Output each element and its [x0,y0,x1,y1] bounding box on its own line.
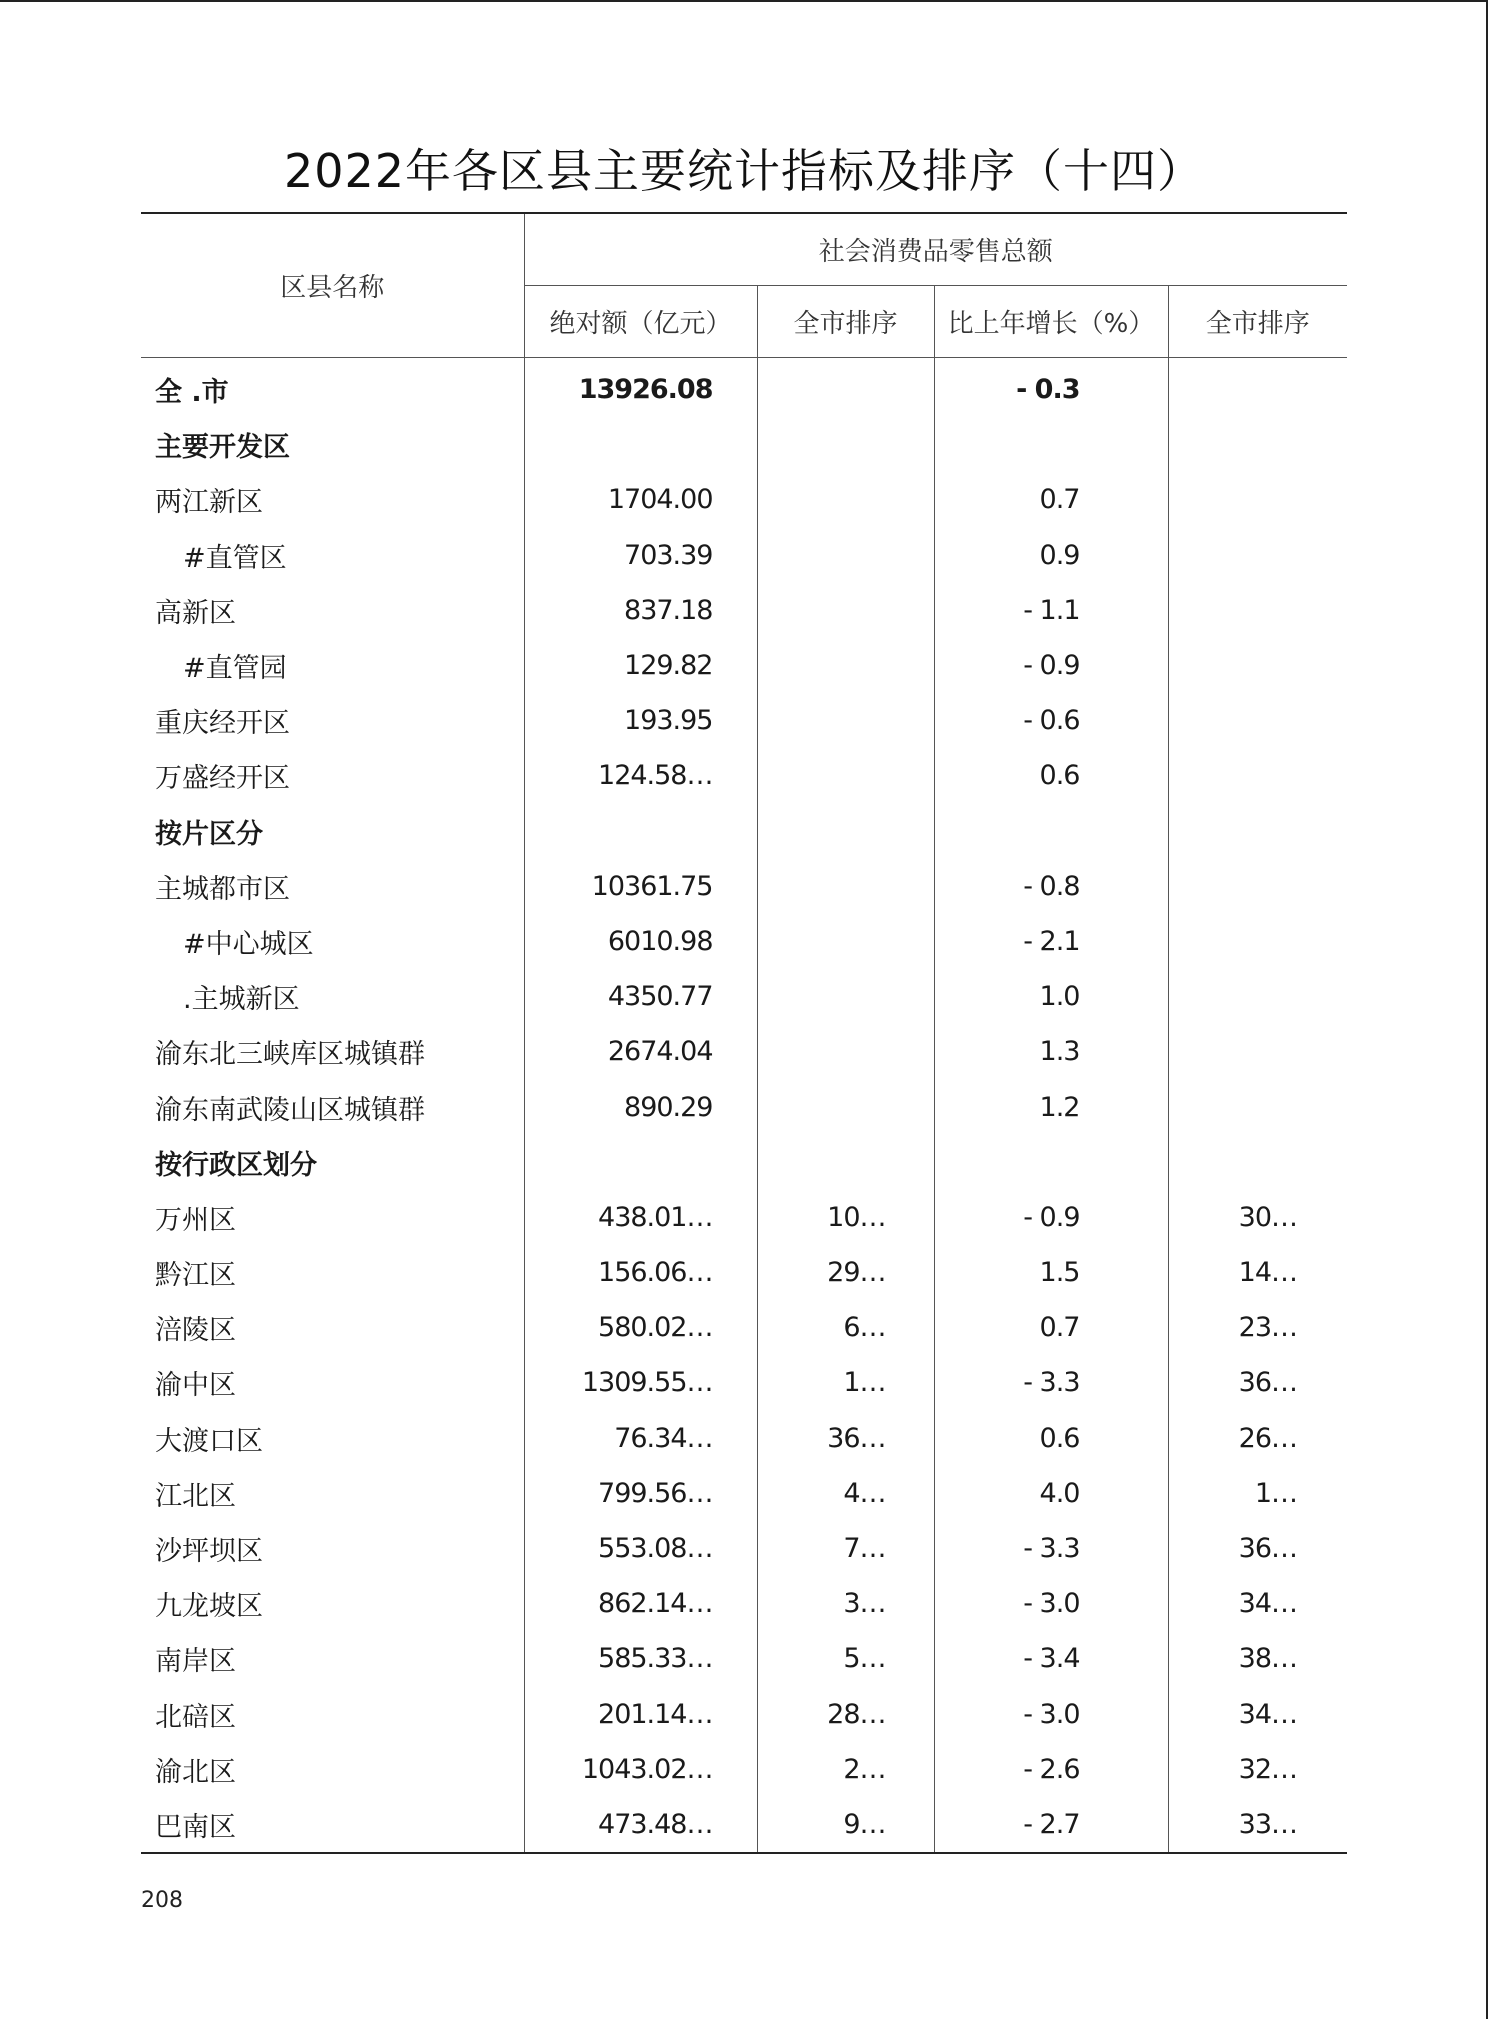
growth-rate-cell: 0.6 [934,1411,1168,1466]
district-name-cell: 巴南区 [141,1797,524,1853]
district-name-cell: 主城都市区 [155,873,290,905]
table-row [141,1355,1347,1410]
rank-amount-cell [757,638,934,693]
absolute-amount-cell: 837.18 [524,583,757,638]
table-row [141,1245,1347,1300]
growth-rate-cell: - 3.3 [934,1355,1168,1410]
table-row [141,1300,1347,1355]
growth-rate-cell: - 3.0 [934,1576,1168,1631]
growth-rate-cell: 0.7 [934,1300,1168,1355]
district-name-cell: 南岸区 [155,1646,236,1678]
growth-rate-cell: - 3.4 [934,1631,1168,1686]
absolute-amount-cell: 129.82 [524,638,757,693]
district-name-cell: 全 .市 [155,377,229,409]
district-name-cell: #直管区 [183,542,287,574]
rank-amount-cell [757,859,934,914]
rank-amount-cell: 9… [757,1797,934,1853]
table-row [141,528,1347,583]
growth-rate-cell: 4.0 [934,1466,1168,1521]
rank-amount-cell [757,417,934,472]
rank-growth-cell [1168,693,1347,748]
rank-growth-cell [1168,472,1347,527]
district-name-cell: 万盛经开区 [155,763,290,795]
absolute-amount-cell: 156.06… [524,1245,757,1300]
rank-growth-cell: 38… [1168,1631,1347,1686]
header-absolute-amount: 绝对额（亿元） [524,286,757,358]
district-name-cell: 主要开发区 [155,432,290,464]
district-name-cell: 渝北区 [155,1756,236,1788]
rank-amount-cell [757,804,934,859]
district-name-cell: 涪陵区 [155,1315,236,1347]
table-row [141,1687,1347,1742]
growth-rate-cell: 0.9 [934,528,1168,583]
rank-growth-cell [1168,1024,1347,1079]
table-row [141,1742,1347,1797]
growth-rate-cell: - 2.1 [934,914,1168,969]
growth-rate-cell [934,1135,1168,1190]
growth-rate-cell: 1.5 [934,1245,1168,1300]
absolute-amount-cell: 890.29 [524,1079,757,1134]
rank-amount-cell: 4… [757,1466,934,1521]
rank-amount-cell [757,1024,934,1079]
table-row [141,1631,1347,1686]
district-name-cell: 按行政区划分 [155,1149,317,1181]
table-row [141,583,1347,638]
absolute-amount-cell: 76.34… [524,1411,757,1466]
growth-rate-cell: - 0.8 [934,859,1168,914]
district-name-cell: 江北区 [155,1480,236,1512]
growth-rate-cell: - 1.1 [934,583,1168,638]
rank-amount-cell [757,969,934,1024]
rank-growth-cell [1168,638,1347,693]
district-name-cell: 两江新区 [155,487,263,519]
rank-growth-cell: 23… [1168,1300,1347,1355]
table-row [141,748,1347,803]
growth-rate-cell: - 0.3 [934,358,1168,418]
rank-amount-cell [757,1135,934,1190]
statistics-table [141,212,1347,1854]
table-row [141,1411,1347,1466]
growth-rate-cell: - 3.0 [934,1687,1168,1742]
rank-amount-cell: 36… [757,1411,934,1466]
table-row [141,693,1347,748]
rank-growth-cell: 32… [1168,1742,1347,1797]
district-name-cell: 沙坪坝区 [155,1536,263,1568]
header-retail-sales-group: 社会消费品零售总额 [524,213,1347,286]
rank-amount-cell [757,1079,934,1134]
page-border-top [0,0,1488,2]
rank-growth-cell: 1… [1168,1466,1347,1521]
rank-amount-cell [757,748,934,803]
growth-rate-cell: - 0.9 [934,1190,1168,1245]
growth-rate-cell: - 0.9 [934,638,1168,693]
absolute-amount-cell: 4350.77 [524,969,757,1024]
rank-growth-cell: 34… [1168,1687,1347,1742]
rank-growth-cell: 34… [1168,1576,1347,1631]
district-name-cell: 万州区 [155,1204,236,1236]
rank-growth-cell [1168,804,1347,859]
rank-amount-cell: 7… [757,1521,934,1576]
district-name-cell: 大渡口区 [155,1425,263,1457]
table-row [141,1024,1347,1079]
rank-amount-cell: 28… [757,1687,934,1742]
table-row [141,358,1347,418]
absolute-amount-cell [524,417,757,472]
page-title: 2022年各区县主要统计指标及排序（十四） [283,144,1205,198]
rank-amount-cell [757,472,934,527]
absolute-amount-cell: 862.14… [524,1576,757,1631]
rank-amount-cell: 1… [757,1355,934,1410]
rank-growth-cell: 30… [1168,1190,1347,1245]
rank-growth-cell [1168,1135,1347,1190]
table-row [141,1797,1347,1853]
district-name-cell: .主城新区 [183,984,300,1016]
growth-rate-cell: 0.7 [934,472,1168,527]
absolute-amount-cell: 1043.02… [524,1742,757,1797]
rank-amount-cell [757,583,934,638]
rank-growth-cell [1168,969,1347,1024]
growth-rate-cell [934,804,1168,859]
rank-amount-cell: 2… [757,1742,934,1797]
rank-growth-cell [1168,748,1347,803]
absolute-amount-cell: 10361.75 [524,859,757,914]
absolute-amount-cell: 553.08… [524,1521,757,1576]
absolute-amount-cell: 1309.55… [524,1355,757,1410]
table-row [141,638,1347,693]
absolute-amount-cell: 473.48… [524,1797,757,1853]
rank-amount-cell: 6… [757,1300,934,1355]
growth-rate-cell: - 3.3 [934,1521,1168,1576]
rank-amount-cell [757,693,934,748]
district-name-cell: 黔江区 [155,1260,236,1292]
rank-amount-cell [757,914,934,969]
absolute-amount-cell: 13926.08 [524,358,757,418]
rank-amount-cell [757,528,934,583]
table-row [141,1135,1347,1190]
table-row [141,804,1347,859]
rank-growth-cell: 36… [1168,1521,1347,1576]
rank-amount-cell: 10… [757,1190,934,1245]
growth-rate-cell [934,417,1168,472]
district-name-cell: 按片区分 [155,818,263,850]
table-row [141,472,1347,527]
absolute-amount-cell: 799.56… [524,1466,757,1521]
absolute-amount-cell: 6010.98 [524,914,757,969]
absolute-amount-cell: 703.39 [524,528,757,583]
table-row [141,1576,1347,1631]
table-row [141,1079,1347,1134]
absolute-amount-cell: 580.02… [524,1300,757,1355]
rank-growth-cell [1168,417,1347,472]
table-row [141,969,1347,1024]
rank-amount-cell: 5… [757,1631,934,1686]
table-row [141,1521,1347,1576]
header-district-name: 区县名称 [141,213,524,358]
header-rank-amount: 全市排序 [757,286,934,358]
absolute-amount-cell: 124.58… [524,748,757,803]
rank-growth-cell [1168,358,1347,418]
rank-growth-cell: 36… [1168,1355,1347,1410]
rank-growth-cell [1168,583,1347,638]
absolute-amount-cell: 438.01… [524,1190,757,1245]
growth-rate-cell: 0.6 [934,748,1168,803]
header-growth-rate: 比上年增长（%） [934,286,1168,358]
growth-rate-cell: 1.0 [934,969,1168,1024]
district-name-cell: 高新区 [155,597,236,629]
table-row [141,859,1347,914]
growth-rate-cell: - 0.6 [934,693,1168,748]
district-name-cell: 北碚区 [155,1701,236,1733]
rank-growth-cell [1168,528,1347,583]
rank-growth-cell [1168,859,1347,914]
table-row [141,417,1347,472]
absolute-amount-cell: 2674.04 [524,1024,757,1079]
absolute-amount-cell: 193.95 [524,693,757,748]
district-name-cell: 渝东北三峡库区城镇群 [155,1039,425,1071]
district-name-cell: 渝东南武陵山区城镇群 [155,1094,425,1126]
rank-growth-cell [1168,1079,1347,1134]
rank-growth-cell: 14… [1168,1245,1347,1300]
absolute-amount-cell [524,804,757,859]
district-name-cell: #直管园 [183,653,287,685]
table-row [141,1466,1347,1521]
page-number: 208 [141,1888,183,1913]
table-row [141,1190,1347,1245]
table-body [141,358,1347,1854]
growth-rate-cell: - 2.7 [934,1797,1168,1853]
absolute-amount-cell: 201.14… [524,1687,757,1742]
rank-growth-cell: 26… [1168,1411,1347,1466]
growth-rate-cell: 1.3 [934,1024,1168,1079]
district-name-cell: 渝中区 [155,1370,236,1402]
rank-growth-cell: 33… [1168,1797,1347,1853]
growth-rate-cell: - 2.6 [934,1742,1168,1797]
table-row [141,914,1347,969]
absolute-amount-cell: 1704.00 [524,472,757,527]
rank-amount-cell [757,358,934,418]
rank-amount-cell: 3… [757,1576,934,1631]
district-name-cell: 重庆经开区 [155,708,290,740]
district-name-cell: 九龙坡区 [155,1591,263,1623]
absolute-amount-cell: 585.33… [524,1631,757,1686]
district-name-cell: #中心城区 [183,928,314,960]
rank-amount-cell: 29… [757,1245,934,1300]
absolute-amount-cell [524,1135,757,1190]
rank-growth-cell [1168,914,1347,969]
growth-rate-cell: 1.2 [934,1079,1168,1134]
header-rank-growth: 全市排序 [1168,286,1347,358]
